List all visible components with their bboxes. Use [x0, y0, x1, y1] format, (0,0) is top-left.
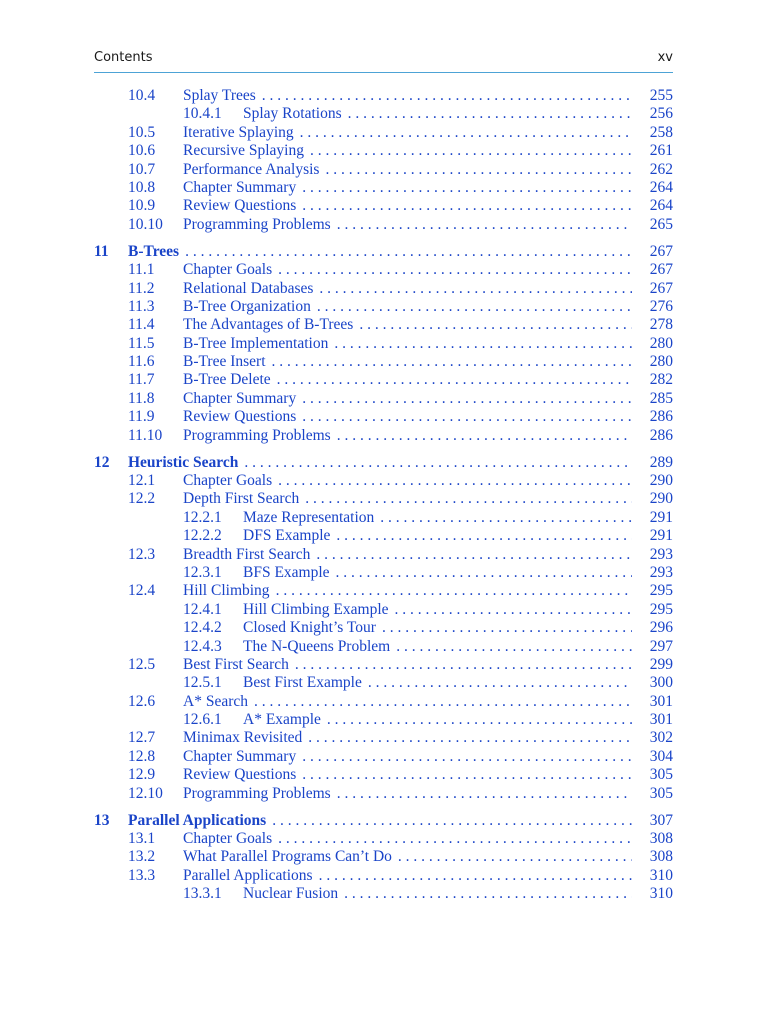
- toc-section-entry[interactable]: [0, 766, 768, 784]
- toc-entry-link[interactable]: [243, 105, 632, 123]
- toc-entry-page[interactable]: 302: [649, 729, 673, 747]
- toc-entry-link[interactable]: [128, 812, 632, 830]
- toc-entry-title[interactable]: Chapter Summary: [183, 178, 297, 196]
- dot-leader: [337, 216, 632, 234]
- toc-entry-page[interactable]: 265: [649, 215, 673, 233]
- toc-entry-link[interactable]: [183, 748, 632, 766]
- toc-entry-title[interactable]: A* Search: [183, 692, 248, 710]
- toc-entry-page[interactable]: 307: [649, 811, 673, 829]
- dot-leader: [319, 280, 632, 298]
- toc-entry-page[interactable]: 308: [649, 848, 673, 866]
- toc-entry-number[interactable]: 12.3: [128, 545, 156, 563]
- toc-entry-title[interactable]: Parallel Applications: [128, 811, 267, 829]
- toc-section-entry[interactable]: [0, 830, 768, 848]
- toc-entry-page[interactable]: 300: [649, 674, 673, 692]
- toc-section-entry[interactable]: [0, 729, 768, 747]
- toc-entry-title[interactable]: Programming Problems: [183, 426, 331, 444]
- toc-section-entry[interactable]: [0, 197, 768, 215]
- toc-entry-title[interactable]: Best First Example: [243, 674, 362, 692]
- toc-section-entry[interactable]: [0, 867, 768, 885]
- toc-subsection-entry[interactable]: [0, 601, 768, 619]
- toc-entry-link[interactable]: [183, 390, 632, 408]
- toc-entry-number[interactable]: 12.2.2: [183, 527, 222, 545]
- toc-entry-page[interactable]: 310: [649, 866, 673, 884]
- dot-leader: [334, 335, 632, 353]
- toc-entry-page[interactable]: 264: [649, 178, 673, 196]
- toc-entry-link[interactable]: [183, 371, 632, 389]
- toc-section-entry[interactable]: [0, 427, 768, 445]
- toc-entry-number[interactable]: 11.7: [128, 371, 155, 389]
- toc-entry-number[interactable]: 12.7: [128, 729, 156, 747]
- toc-entry-title[interactable]: Parallel Applications: [183, 866, 313, 884]
- dot-leader: [396, 638, 632, 656]
- dot-leader: [337, 427, 632, 445]
- toc-entry-title[interactable]: Review Questions: [183, 197, 297, 215]
- toc-entry-title[interactable]: Hill Climbing Example: [243, 600, 389, 618]
- toc-entry-page[interactable]: 301: [649, 692, 673, 710]
- toc-entry-title[interactable]: Chapter Goals: [183, 472, 273, 489]
- toc-section-entry[interactable]: [0, 546, 768, 564]
- table-of-contents: [0, 87, 768, 904]
- toc-entry-page[interactable]: 255: [649, 87, 673, 104]
- toc-section-entry[interactable]: [0, 490, 768, 508]
- dot-leader: [337, 785, 632, 803]
- toc-entry-number[interactable]: 11.1: [128, 261, 155, 279]
- toc-entry-number[interactable]: 12.2: [128, 490, 156, 508]
- toc-section-entry[interactable]: [0, 298, 768, 316]
- toc-entry-title[interactable]: Maze Representation: [243, 508, 375, 526]
- toc-subsection-entry[interactable]: [0, 527, 768, 545]
- toc-entry-title[interactable]: Chapter Goals: [183, 830, 273, 848]
- toc-section-entry[interactable]: [0, 390, 768, 408]
- toc-entry-link[interactable]: [183, 729, 632, 747]
- toc-entry-link[interactable]: [243, 564, 632, 582]
- dot-leader: [295, 656, 632, 674]
- toc-entry-title[interactable]: Recursive Splaying: [183, 142, 304, 160]
- toc-section-entry[interactable]: [0, 353, 768, 371]
- toc-entry-title[interactable]: Review Questions: [183, 766, 297, 784]
- toc-entry-link[interactable]: [183, 546, 632, 564]
- dot-leader: [254, 693, 632, 711]
- toc-entry-number[interactable]: 13.3.1: [183, 885, 222, 903]
- toc-entry-link[interactable]: [183, 766, 632, 784]
- dot-leader: [277, 371, 632, 389]
- toc-entry-page[interactable]: 293: [649, 563, 673, 581]
- toc-entry-link[interactable]: [183, 472, 632, 490]
- toc-chapter-entry[interactable]: [0, 812, 768, 830]
- toc-entry-title[interactable]: Hill Climbing: [183, 582, 270, 600]
- toc-entry-link[interactable]: [183, 830, 632, 848]
- toc-entry-number[interactable]: 11.5: [128, 334, 155, 352]
- toc-entry-number[interactable]: 12.8: [128, 747, 156, 765]
- toc-entry-number[interactable]: 13.1: [128, 830, 156, 848]
- toc-section-entry[interactable]: [0, 656, 768, 674]
- dot-leader: [308, 729, 632, 747]
- toc-entry-page[interactable]: 290: [649, 472, 673, 489]
- toc-entry-link[interactable]: [183, 316, 632, 334]
- dot-leader: [278, 472, 632, 490]
- toc-entry-link[interactable]: [183, 693, 632, 711]
- toc-entry-title[interactable]: Iterative Splaying: [183, 123, 294, 141]
- dot-leader: [327, 711, 632, 729]
- toc-entry-title[interactable]: B-Tree Insert: [183, 353, 266, 371]
- toc-entry-number[interactable]: 10.10: [128, 215, 163, 233]
- toc-entry-title[interactable]: Closed Knight’s Tour: [243, 619, 376, 637]
- toc-entry-number[interactable]: 12.4: [128, 582, 156, 600]
- toc-entry-link[interactable]: [183, 427, 632, 445]
- toc-entry-page[interactable]: 299: [649, 655, 673, 673]
- toc-entry-title[interactable]: BFS Example: [243, 563, 330, 581]
- toc-entry-page[interactable]: 285: [649, 389, 673, 407]
- toc-section-entry[interactable]: [0, 785, 768, 803]
- toc-entry-title[interactable]: The Advantages of B-Trees: [183, 316, 354, 334]
- toc-subsection-entry[interactable]: [0, 564, 768, 582]
- toc-entry-number[interactable]: 13.2: [128, 848, 156, 866]
- toc-entry-number[interactable]: 12.6.1: [183, 711, 222, 729]
- toc-subsection-entry[interactable]: [0, 711, 768, 729]
- toc-entry-link[interactable]: [183, 335, 632, 353]
- toc-entry-page[interactable]: 286: [649, 426, 673, 444]
- toc-entry-title[interactable]: B-Tree Organization: [183, 297, 311, 315]
- toc-entry-title[interactable]: Performance Analysis: [183, 160, 320, 178]
- toc-entry-page[interactable]: 301: [649, 711, 673, 729]
- toc-subsection-entry[interactable]: [0, 674, 768, 692]
- toc-section-entry[interactable]: [0, 472, 768, 490]
- toc-subsection-entry[interactable]: [0, 105, 768, 123]
- dot-leader: [316, 546, 632, 564]
- toc-entry-link[interactable]: [183, 87, 632, 105]
- toc-entry-page[interactable]: 291: [649, 508, 673, 526]
- toc-entry-page[interactable]: 282: [649, 371, 673, 389]
- toc-subsection-entry[interactable]: [0, 638, 768, 656]
- toc-entry-link[interactable]: [128, 454, 632, 472]
- toc-entry-number[interactable]: 12.4.2: [183, 619, 222, 637]
- toc-entry-number[interactable]: 12.4.1: [183, 600, 222, 618]
- toc-entry-page[interactable]: 280: [649, 353, 673, 371]
- toc-entry-title[interactable]: Chapter Goals: [183, 261, 273, 279]
- toc-entry-link[interactable]: [183, 408, 632, 426]
- dot-leader: [348, 105, 632, 123]
- toc-entry-number[interactable]: 12.2.1: [183, 508, 222, 526]
- dot-leader: [380, 509, 632, 527]
- dot-leader: [359, 316, 632, 334]
- toc-entry-number[interactable]: 13.3: [128, 866, 156, 884]
- toc-entry-page[interactable]: 276: [649, 297, 673, 315]
- toc-entry-number[interactable]: 12.9: [128, 766, 156, 784]
- toc-entry-link[interactable]: [183, 490, 632, 508]
- dot-leader: [382, 619, 632, 637]
- toc-entry-page[interactable]: 262: [649, 160, 673, 178]
- toc-entry-page[interactable]: 267: [649, 242, 673, 260]
- toc-section-entry[interactable]: [0, 693, 768, 711]
- toc-entry-link[interactable]: [183, 280, 632, 298]
- dot-leader: [262, 87, 632, 105]
- toc-entry-page[interactable]: 261: [649, 142, 673, 160]
- toc-entry-page[interactable]: 295: [649, 600, 673, 618]
- toc-chapter-entry[interactable]: [0, 243, 768, 261]
- dot-leader: [300, 124, 632, 142]
- toc-entry-title[interactable]: Chapter Summary: [183, 389, 297, 407]
- toc-entry-link[interactable]: [183, 298, 632, 316]
- dot-leader: [317, 298, 632, 316]
- toc-section-entry[interactable]: [0, 316, 768, 334]
- dot-leader: [305, 490, 632, 508]
- toc-entry-title[interactable]: Best First Search: [183, 655, 289, 673]
- dot-leader: [302, 766, 632, 784]
- toc-entry-page[interactable]: 304: [649, 747, 673, 765]
- toc-entry-page[interactable]: 305: [649, 766, 673, 784]
- dot-leader: [302, 408, 632, 426]
- toc-entry-number[interactable]: 12.1: [128, 472, 156, 489]
- toc-entry-link[interactable]: [243, 674, 632, 692]
- toc-entry-link[interactable]: [243, 509, 632, 527]
- dot-leader: [302, 179, 632, 197]
- toc-entry-title[interactable]: The N-Queens Problem: [243, 637, 391, 655]
- toc-entry-number[interactable]: 10.7: [128, 160, 156, 178]
- dot-leader: [244, 454, 632, 472]
- toc-section-entry[interactable]: [0, 848, 768, 866]
- toc-section-entry[interactable]: [0, 335, 768, 353]
- toc-entry-link[interactable]: [243, 885, 632, 903]
- toc-entry-number[interactable]: 11: [94, 242, 109, 260]
- toc-entry-title[interactable]: Review Questions: [183, 408, 297, 426]
- toc-entry-number[interactable]: 11.3: [128, 297, 155, 315]
- toc-entry-number[interactable]: 11.9: [128, 408, 155, 426]
- toc-entry-page[interactable]: 280: [649, 334, 673, 352]
- toc-entry-page[interactable]: 293: [649, 545, 673, 563]
- toc-entry-number[interactable]: 12.10: [128, 784, 163, 802]
- toc-entry-number[interactable]: 12.5: [128, 655, 156, 673]
- toc-entry-number[interactable]: 12.6: [128, 692, 156, 710]
- toc-entry-title[interactable]: Minimax Revisited: [183, 729, 303, 747]
- toc-entry-page[interactable]: 310: [649, 885, 673, 903]
- toc-entry-link[interactable]: [183, 124, 632, 142]
- toc-entry-title[interactable]: What Parallel Programs Can’t Do: [183, 848, 392, 866]
- toc-entry-number[interactable]: 11.2: [128, 279, 155, 297]
- toc-entry-number[interactable]: 12.5.1: [183, 674, 222, 692]
- dot-leader: [336, 527, 632, 545]
- toc-entry-link[interactable]: [183, 867, 632, 885]
- toc-entry-link[interactable]: [183, 197, 632, 215]
- dot-leader: [302, 748, 632, 766]
- toc-entry-number[interactable]: 11.4: [128, 316, 155, 334]
- dot-leader: [302, 390, 632, 408]
- dot-leader: [272, 353, 632, 371]
- toc-entry-link[interactable]: [183, 216, 632, 234]
- toc-entry-page[interactable]: 258: [649, 123, 673, 141]
- running-header: [94, 50, 673, 73]
- toc-entry-link[interactable]: [243, 619, 632, 637]
- toc-section-entry[interactable]: [0, 179, 768, 197]
- toc-subsection-entry[interactable]: [0, 509, 768, 527]
- toc-entry-title[interactable]: B-Trees: [128, 242, 180, 260]
- toc-entry-page[interactable]: 267: [649, 261, 673, 279]
- dot-leader: [368, 674, 632, 692]
- toc-entry-page[interactable]: 296: [649, 619, 673, 637]
- toc-entry-link[interactable]: [183, 179, 632, 197]
- toc-entry-link[interactable]: [183, 785, 632, 803]
- toc-entry-title[interactable]: Programming Problems: [183, 784, 331, 802]
- toc-section-entry[interactable]: [0, 408, 768, 426]
- dot-leader: [325, 161, 632, 179]
- toc-entry-link[interactable]: [128, 243, 632, 261]
- dot-leader: [185, 243, 632, 261]
- dot-leader: [272, 812, 632, 830]
- toc-entry-link[interactable]: [183, 848, 632, 866]
- page-number: xv: [657, 50, 673, 65]
- toc-section-entry[interactable]: [0, 371, 768, 389]
- toc-entry-link[interactable]: [243, 638, 632, 656]
- toc-entry-link[interactable]: [183, 142, 632, 160]
- toc-section-entry[interactable]: [0, 87, 768, 105]
- toc-entry-link[interactable]: [183, 161, 632, 179]
- toc-entry-link[interactable]: [243, 601, 632, 619]
- toc-section-entry[interactable]: [0, 124, 768, 142]
- dot-leader: [344, 885, 632, 903]
- toc-entry-number[interactable]: 10.8: [128, 178, 156, 196]
- toc-entry-number[interactable]: 10.5: [128, 123, 156, 141]
- toc-entry-title[interactable]: Programming Problems: [183, 215, 331, 233]
- toc-entry-page[interactable]: 286: [649, 408, 673, 426]
- dot-leader: [336, 564, 632, 582]
- dot-leader: [395, 601, 632, 619]
- toc-entry-page[interactable]: 278: [649, 316, 673, 334]
- toc-entry-title[interactable]: Heuristic Search: [128, 453, 239, 471]
- toc-entry-page[interactable]: 256: [649, 105, 673, 123]
- toc-entry-title[interactable]: A* Example: [243, 711, 321, 729]
- toc-entry-page[interactable]: 290: [649, 490, 673, 508]
- toc-chapter-entry[interactable]: [0, 454, 768, 472]
- toc-section-entry[interactable]: [0, 582, 768, 600]
- toc-entry-title[interactable]: DFS Example: [243, 527, 331, 545]
- toc-entry-link[interactable]: [243, 527, 632, 545]
- toc-section-entry[interactable]: [0, 261, 768, 279]
- dot-leader: [278, 261, 632, 279]
- running-header-title: Contents: [94, 50, 153, 65]
- toc-entry-title[interactable]: B-Tree Implementation: [183, 334, 329, 352]
- toc-subsection-entry[interactable]: [0, 619, 768, 637]
- toc-entry-number[interactable]: 10.4.1: [183, 105, 222, 123]
- dot-leader: [302, 197, 632, 215]
- toc-entry-number[interactable]: 12.3.1: [183, 563, 222, 581]
- toc-entry-number[interactable]: 12.4.3: [183, 637, 222, 655]
- toc-entry-title[interactable]: Chapter Summary: [183, 747, 297, 765]
- toc-section-entry[interactable]: [0, 216, 768, 234]
- toc-entry-title[interactable]: Splay Trees: [183, 87, 256, 104]
- dot-leader: [276, 582, 632, 600]
- toc-entry-link[interactable]: [183, 261, 632, 279]
- toc-section-entry[interactable]: [0, 748, 768, 766]
- toc-entry-page[interactable]: 291: [649, 527, 673, 545]
- toc-entry-page[interactable]: 297: [649, 637, 673, 655]
- dot-leader: [278, 830, 632, 848]
- toc-entry-number[interactable]: 10.9: [128, 197, 156, 215]
- dot-leader: [398, 848, 632, 866]
- toc-subsection-entry[interactable]: [0, 885, 768, 903]
- dot-leader: [310, 142, 632, 160]
- toc-entry-page[interactable]: 264: [649, 197, 673, 215]
- toc-entry-title[interactable]: Breadth First Search: [183, 545, 311, 563]
- toc-section-entry[interactable]: [0, 142, 768, 160]
- toc-entry-number[interactable]: 11.6: [128, 353, 155, 371]
- toc-entry-number[interactable]: 10.4: [128, 87, 156, 104]
- toc-entry-number[interactable]: 11.8: [128, 389, 155, 407]
- toc-entry-title[interactable]: Depth First Search: [183, 490, 300, 508]
- toc-entry-title[interactable]: Nuclear Fusion: [243, 885, 339, 903]
- toc-section-entry[interactable]: [0, 161, 768, 179]
- toc-entry-link[interactable]: [183, 353, 632, 371]
- toc-entry-number[interactable]: 11.10: [128, 426, 163, 444]
- toc-entry-number[interactable]: 13: [94, 811, 110, 829]
- toc-entry-link[interactable]: [183, 656, 632, 674]
- toc-entry-title[interactable]: Relational Databases: [183, 279, 314, 297]
- toc-entry-page[interactable]: 295: [649, 582, 673, 600]
- toc-entry-page[interactable]: 305: [649, 784, 673, 802]
- dot-leader: [319, 867, 632, 885]
- toc-entry-title[interactable]: B-Tree Delete: [183, 371, 271, 389]
- toc-entry-page[interactable]: 267: [649, 279, 673, 297]
- toc-entry-page[interactable]: 289: [649, 453, 673, 471]
- toc-entry-link[interactable]: [243, 711, 632, 729]
- toc-entry-link[interactable]: [183, 582, 632, 600]
- toc-entry-page[interactable]: 308: [649, 830, 673, 848]
- toc-entry-number[interactable]: 10.6: [128, 142, 156, 160]
- toc-entry-number[interactable]: 12: [94, 453, 110, 471]
- toc-section-entry[interactable]: [0, 280, 768, 298]
- toc-entry-title[interactable]: Splay Rotations: [243, 105, 342, 123]
